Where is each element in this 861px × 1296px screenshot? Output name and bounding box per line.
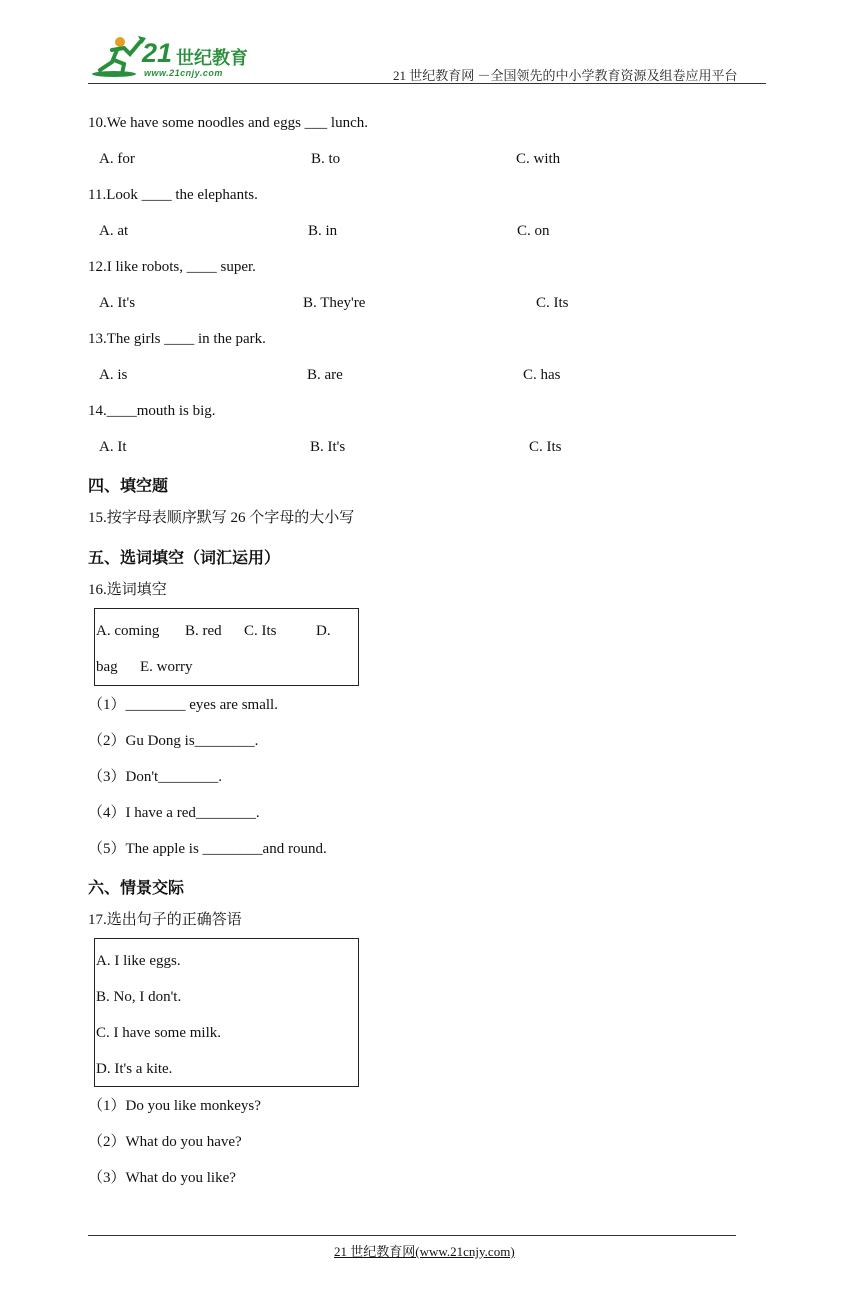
section-title: 六、情景交际 bbox=[88, 878, 185, 897]
header-tagline: 21 世纪教育网 －全国领先的中小学教育资源及组卷应用平台 bbox=[393, 68, 738, 83]
word-option: A. coming bbox=[96, 623, 160, 639]
fill-item: （5）The apple is ________and round. bbox=[88, 841, 327, 857]
question-stem: 10.We have some noodles and eggs ___ lunch. bbox=[88, 115, 368, 131]
option-a: A. It's bbox=[99, 295, 136, 311]
question-stem: 16.选词填空 bbox=[88, 582, 167, 598]
option-b: B. They're bbox=[303, 295, 366, 311]
section-title: 四、填空题 bbox=[88, 476, 169, 495]
dialog-item: （1）Do you like monkeys? bbox=[88, 1098, 261, 1114]
footer-link[interactable]: 21 世纪教育网(www.21cnjy.com) bbox=[334, 1244, 515, 1259]
option-c: C. Its bbox=[536, 295, 569, 311]
option-b: B. to bbox=[311, 151, 341, 167]
question-stem: 11.Look ____ the elephants. bbox=[88, 187, 258, 203]
answer-option: B. No, I don't. bbox=[96, 989, 182, 1005]
answer-bank-box bbox=[94, 938, 359, 1087]
logo-number: 21 bbox=[142, 38, 173, 68]
option-c: C. Its bbox=[529, 439, 562, 455]
word-option: E. worry bbox=[140, 659, 193, 675]
answer-option: A. I like eggs. bbox=[96, 953, 181, 969]
option-a: A. at bbox=[99, 223, 129, 239]
question-stem: 12.I like robots, ____ super. bbox=[88, 259, 256, 275]
option-b: B. in bbox=[308, 223, 338, 239]
fill-item: （2）Gu Dong is________. bbox=[88, 733, 259, 749]
option-c: C. with bbox=[516, 151, 561, 167]
footer-rule bbox=[88, 1235, 736, 1236]
word-option: D. bbox=[316, 623, 331, 639]
option-a: A. It bbox=[99, 439, 127, 455]
fill-item: （3）Don't________. bbox=[88, 769, 222, 785]
option-a: A. is bbox=[99, 367, 128, 383]
logo bbox=[90, 32, 270, 82]
logo-name: 世纪教育 bbox=[176, 48, 248, 69]
answer-option: D. It's a kite. bbox=[96, 1061, 173, 1077]
logo-url: www.21cnjy.com bbox=[144, 68, 223, 78]
option-b: B. It's bbox=[310, 439, 346, 455]
option-a: A. for bbox=[99, 151, 135, 167]
word-option: bag bbox=[96, 659, 118, 675]
section-title: 五、选词填空（词汇运用） bbox=[88, 548, 281, 567]
option-b: B. are bbox=[307, 367, 343, 383]
dialog-item: （3）What do you like? bbox=[88, 1170, 236, 1186]
option-c: C. has bbox=[523, 367, 561, 383]
question-stem: 13.The girls ____ in the park. bbox=[88, 331, 266, 347]
option-c: C. on bbox=[517, 223, 550, 239]
fill-item: （4）I have a red________. bbox=[88, 805, 260, 821]
fill-item: （1）________ eyes are small. bbox=[88, 697, 278, 713]
answer-option: C. I have some milk. bbox=[96, 1025, 221, 1041]
word-option: B. red bbox=[185, 623, 222, 639]
question-stem: 14.____mouth is big. bbox=[88, 403, 216, 419]
question-stem: 15.按字母表顺序默写 26 个字母的大小写 bbox=[88, 510, 355, 526]
header-rule bbox=[88, 83, 766, 84]
dialog-item: （2）What do you have? bbox=[88, 1134, 242, 1150]
word-bank-box bbox=[94, 608, 359, 686]
question-stem: 17.选出句子的正确答语 bbox=[88, 912, 242, 928]
word-option: C. Its bbox=[244, 623, 277, 639]
runner-logo-icon bbox=[90, 34, 148, 80]
